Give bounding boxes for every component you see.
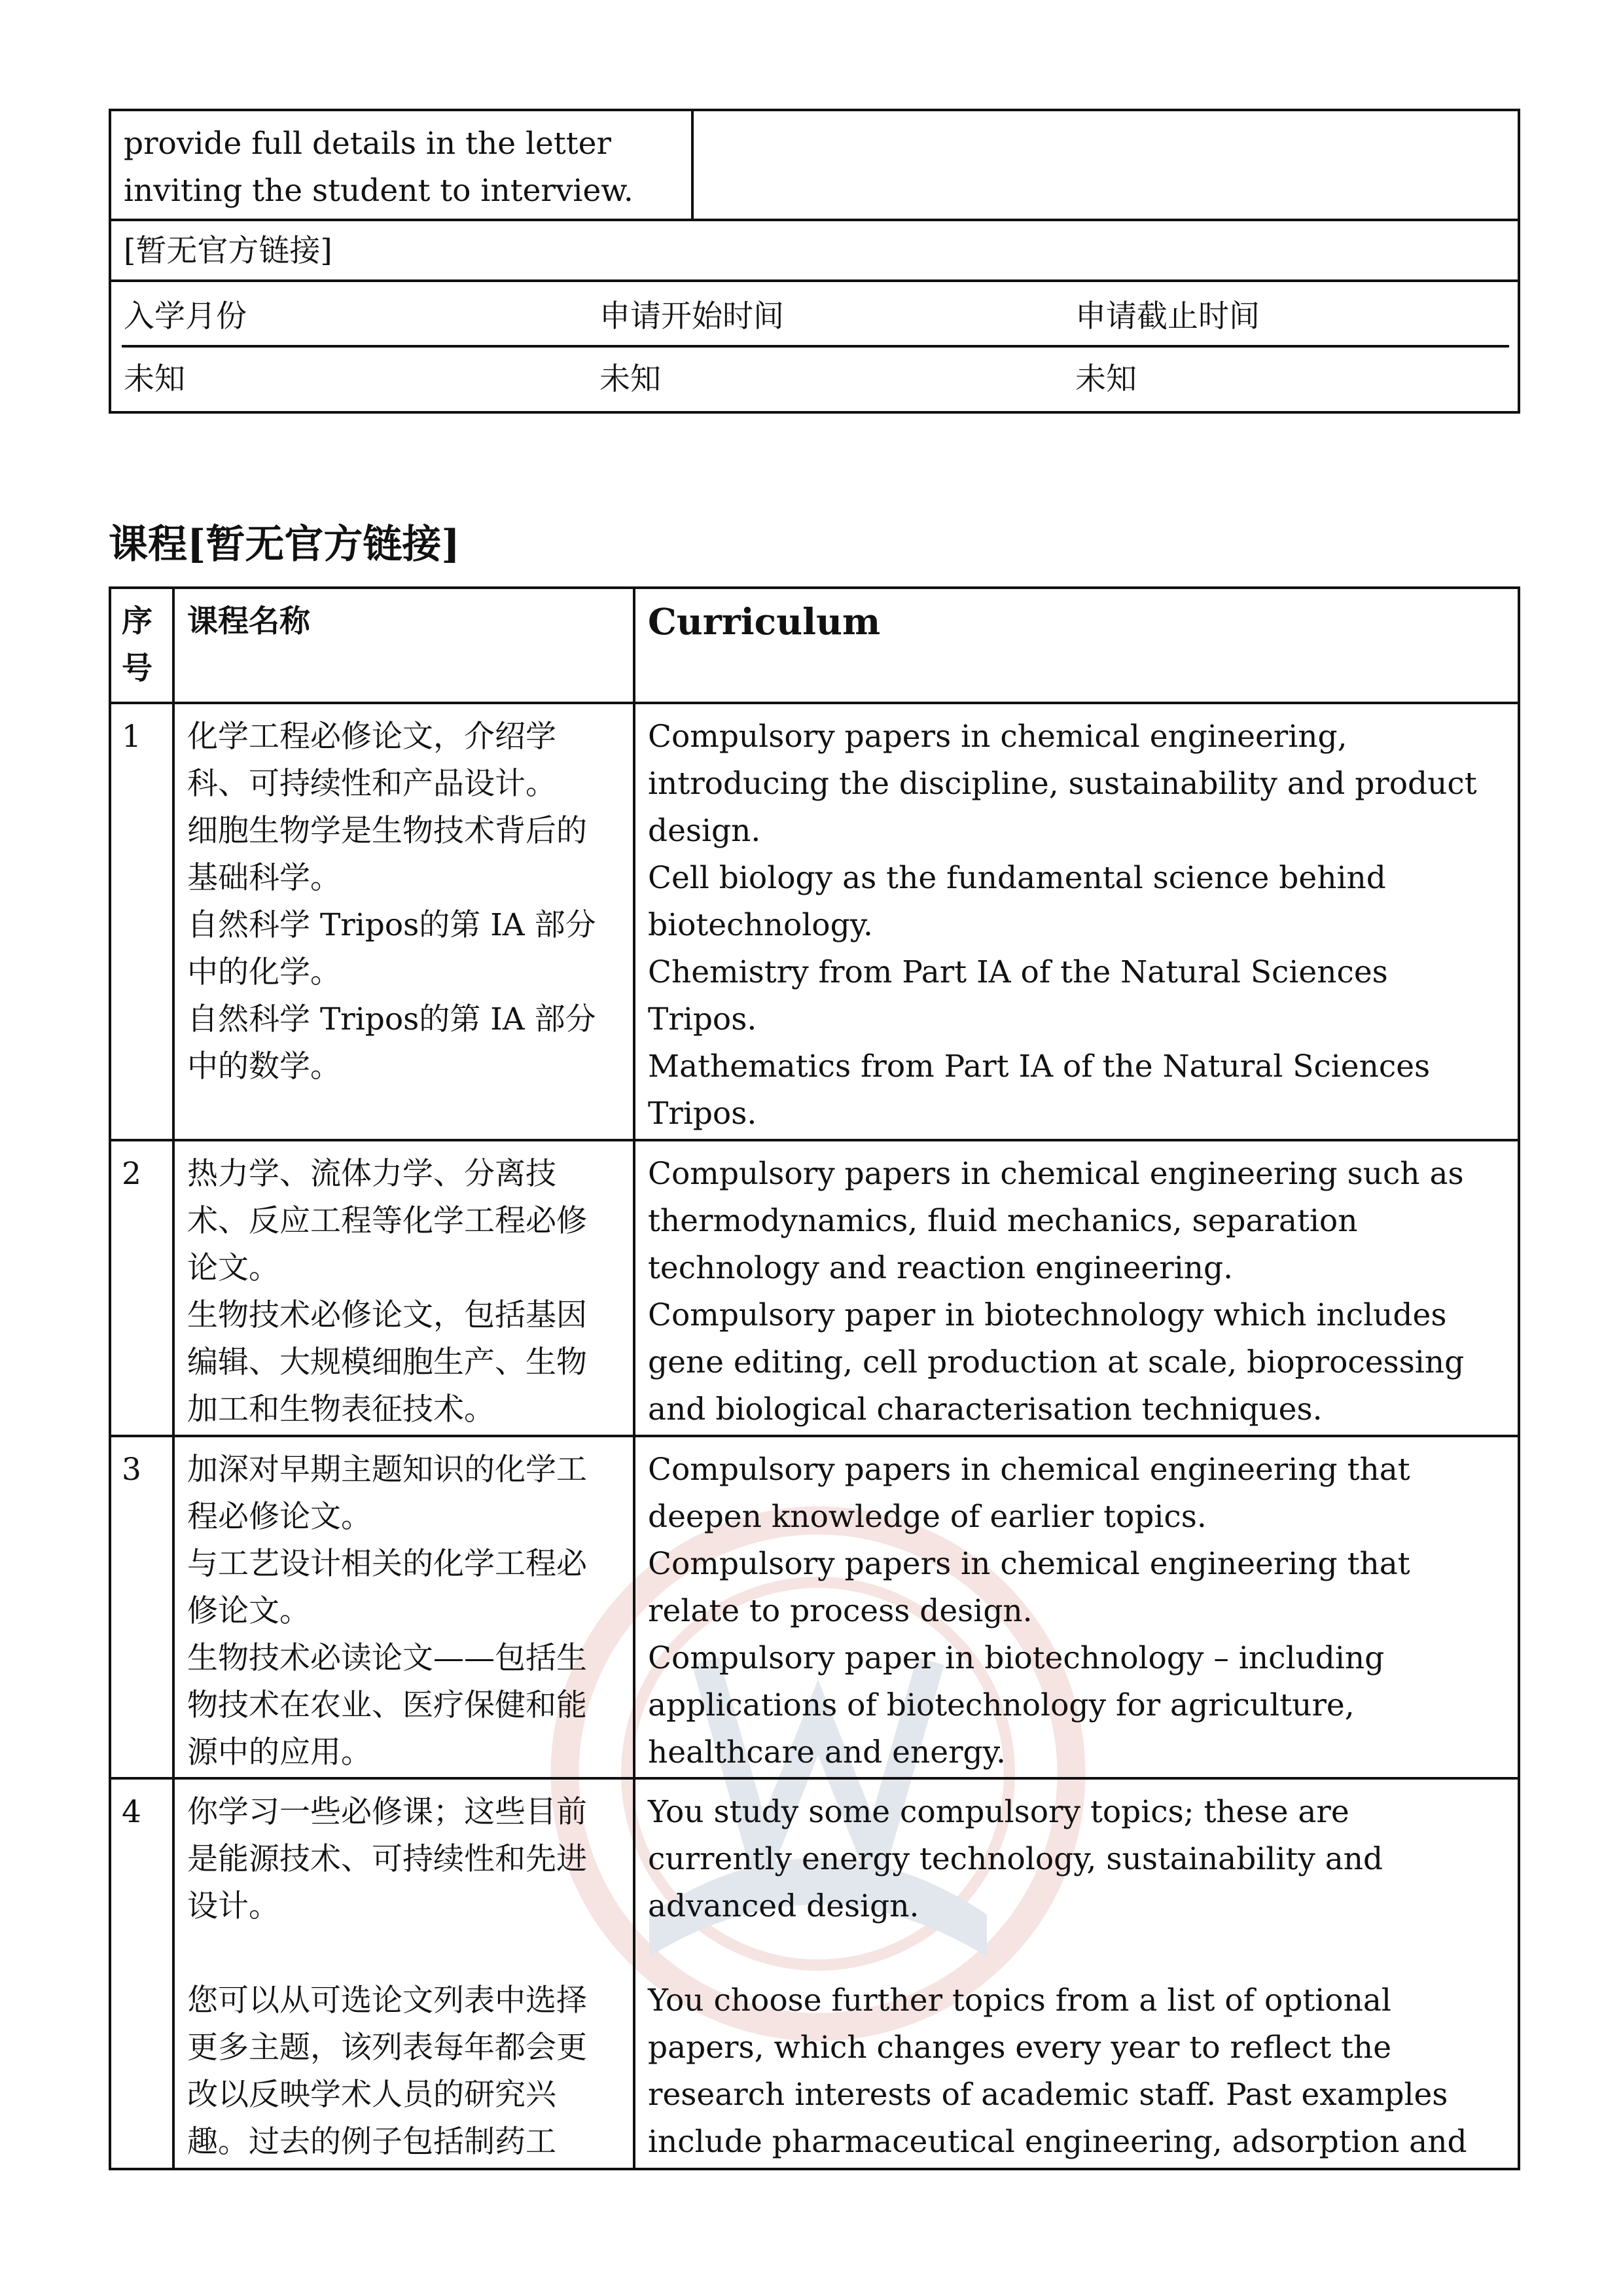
row-2-cn: 热力学、流体力学、分离技 术、反应工程等化学工程必修 论文。 生物技术必修论文，包括基因 编辑、大规模细胞生产、生物 加工和生物表征技术。 bbox=[187, 1156, 587, 1427]
dates-header-enroll: 入学月份 bbox=[124, 298, 247, 334]
top-divider-1 bbox=[109, 219, 1520, 221]
courses-heading: 课程[暂无官方链接] bbox=[109, 522, 460, 567]
row-3-en: Compulsory papers in chemical engineering that deepen knowledge of earlier topics. Compulsory papers in chemical engineering that relate to process design. Compulsory paper in biotechnology – including applications of biotechnology for agriculture, healthcare and energy. bbox=[648, 1452, 1410, 1770]
row-1-cn: 化学工程必修论文，介绍学 科、可持续性和产品设计。 细胞生物学是生物技术背后的 基础科学。 自然科学 Tripos的第 IA 部分 中的化学。 自然科学 Tripos的第 IA 部分 中的数学。 bbox=[187, 719, 596, 1085]
header-curriculum: Curriculum bbox=[648, 600, 881, 643]
row-divider-1 bbox=[109, 1139, 1520, 1141]
row-4-en: You study some compulsory topics; these are currently energy technology, sustainability and advanced design. You choose further topics from a list of optional papers, which changes every year to reflect the research interests of academic staff. Past examples include pharmaceutical engineering, adsorption and bbox=[648, 1794, 1467, 2160]
intro-line-2: inviting the student to interview. bbox=[124, 173, 633, 209]
dates-header-start: 申请开始时间 bbox=[599, 298, 784, 334]
top-divider-2 bbox=[109, 279, 1520, 282]
dates-value-deadline: 未知 bbox=[1075, 361, 1137, 397]
intro-line-1: provide full details in the letter bbox=[124, 126, 611, 162]
row-divider-2 bbox=[109, 1435, 1520, 1437]
row-divider-3 bbox=[109, 1777, 1520, 1780]
header-index: 序 号 bbox=[122, 603, 152, 687]
dates-value-enroll: 未知 bbox=[124, 361, 185, 397]
row-3-cn: 加深对早期主题知识的化学工 程必修论文。 与工艺设计相关的化学工程必 修论文。 生物技术必读论文——包括生 物技术在农业、医疗保健和能 源中的应用。 bbox=[187, 1452, 587, 1770]
row-2-number: 2 bbox=[122, 1156, 141, 1192]
header-course-name: 课程名称 bbox=[187, 603, 310, 639]
row-3-number: 3 bbox=[122, 1452, 141, 1488]
row-1-number: 1 bbox=[122, 719, 141, 755]
row-1-en: Compulsory papers in chemical engineering, introducing the discipline, sustainability and product design. Cell biology as the fundamental science behind biotechnology. Chemistry from Part IA of the Natural Sciences Tripos. Mathematics from Part IA of the Natural Sciences Tripos. bbox=[648, 719, 1477, 1132]
row-divider-header bbox=[109, 702, 1520, 704]
col-divider-1 bbox=[172, 586, 175, 2170]
top-divider-vertical bbox=[691, 109, 694, 220]
col-divider-2 bbox=[633, 586, 635, 2170]
link-note: [暂无官方链接] bbox=[124, 233, 332, 269]
dates-header-deadline: 申请截止时间 bbox=[1075, 298, 1260, 334]
dates-value-start: 未知 bbox=[599, 361, 661, 397]
row-2-en: Compulsory papers in chemical engineering such as thermodynamics, fluid mechanics, separation technology and reaction engineering. Compulsory paper in biotechnology which includes gene editing, cell production at scale, bioprocessing and biological characterisation techniques. bbox=[648, 1156, 1465, 1427]
row-4-cn: 你学习一些必修课；这些目前 是能源技术、可持续性和先进 设计。 您可以从可选论文列表中选择 更多主题，该列表每年都会更 改以反映学术人员的研究兴 趣。过去的例子包括制药工 bbox=[187, 1794, 587, 2160]
dates-header-underline bbox=[122, 345, 1509, 348]
row-4-number: 4 bbox=[122, 1794, 141, 1830]
